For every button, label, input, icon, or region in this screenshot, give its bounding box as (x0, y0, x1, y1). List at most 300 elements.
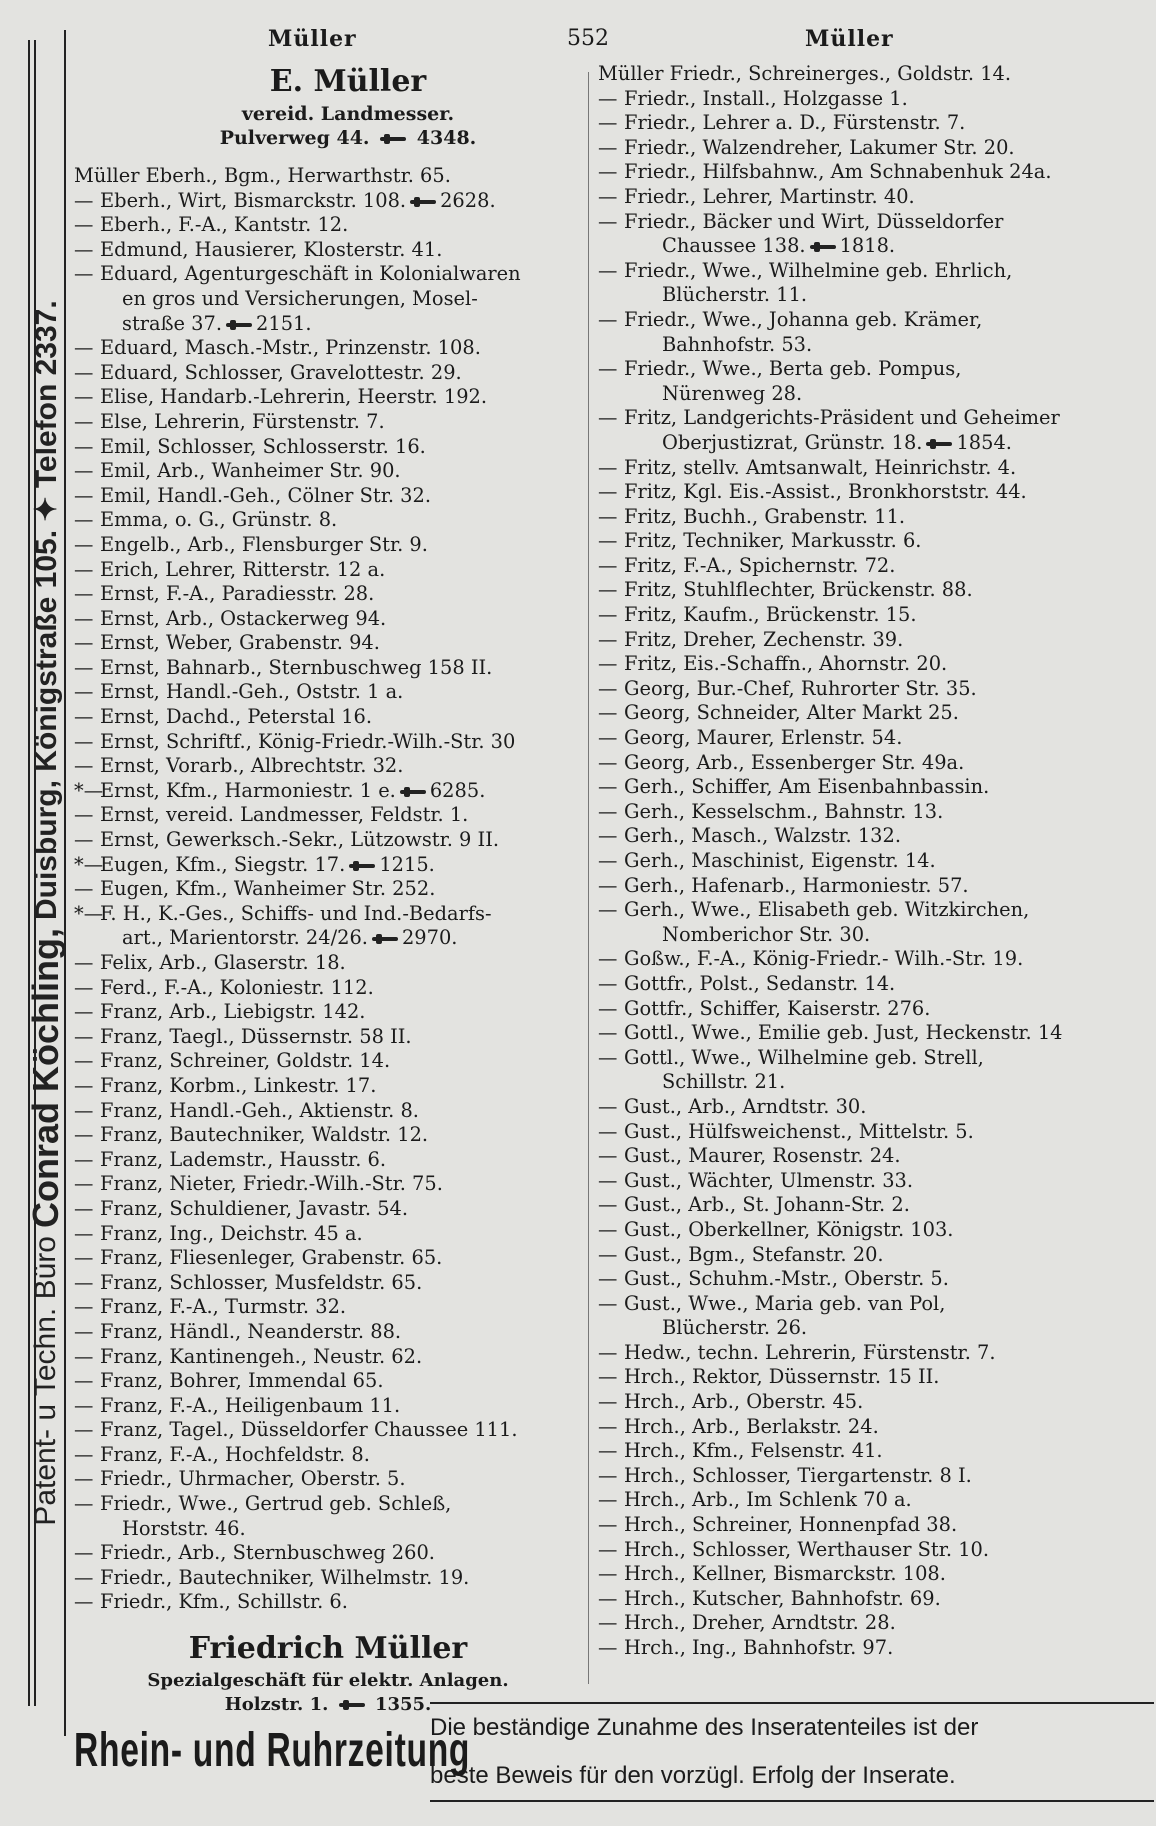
entry-text: Oberjustizrat, Grünstr. 18. (662, 430, 923, 454)
directory-entry (74, 1566, 579, 1591)
entry-text: Gerh., Maschinist, Eigenstr. 14. (624, 849, 936, 872)
ditto-dash: — (74, 262, 94, 286)
directory-entry (598, 1021, 1153, 1046)
entry-text: Franz, Schlosser, Musfeldstr. 65. (100, 1270, 423, 1294)
ditto-dash: — (598, 971, 618, 995)
phone-number: 6285. (429, 778, 486, 802)
directory-entry (74, 1271, 579, 1296)
ditto-dash: — (74, 582, 94, 606)
ditto-dash: — (598, 1021, 618, 1045)
ditto-dash: — (74, 1565, 94, 1589)
directory-entry (598, 62, 1153, 87)
directory-entry (74, 951, 579, 976)
entry-text: Ernst, Schriftf., König-Friedr.-Wilh.-Str. 30 (100, 729, 516, 753)
directory-entry (74, 385, 579, 410)
ditto-dash: — (74, 1024, 94, 1048)
directory-entry (598, 333, 1153, 358)
directory-entry (74, 926, 579, 951)
phone-number: 2151. (256, 311, 312, 335)
ditto-dash: — (74, 532, 94, 556)
directory-entry (74, 484, 579, 509)
directory-entry (74, 1369, 579, 1394)
entry-text: Müller Friedr., Schreinerges., Goldstr. 14. (598, 62, 1012, 85)
entry-text: Franz, Kantinengeh., Neustr. 62. (100, 1344, 423, 1368)
ditto-dash: — (74, 1418, 94, 1442)
directory-entry (74, 435, 579, 460)
directory-entry (598, 406, 1153, 431)
directory-entry (74, 1394, 579, 1419)
ditto-dash: — (74, 1123, 94, 1147)
ditto-dash: — (74, 237, 94, 261)
directory-entry (598, 1243, 1153, 1268)
entry-text: Hrch., Schlosser, Werthauser Str. 10. (624, 1537, 990, 1561)
ditto-dash: — (74, 877, 94, 901)
entry-text: Franz, Fliesenleger, Grabenstr. 65. (100, 1246, 443, 1270)
ditto-dash: — (598, 111, 618, 135)
ditto-dash: — (74, 1000, 94, 1024)
directory-entry (598, 578, 1153, 603)
directory-entry (598, 1636, 1153, 1661)
ditto-dash: — (74, 1073, 94, 1097)
entry-text: Else, Lehrerin, Fürstenstr. 7. (100, 409, 385, 433)
directory-entry (598, 1292, 1153, 1317)
entry-text: Gust., Hülfsweichenst., Mittelstr. 5. (624, 1119, 974, 1143)
entry-text: Gust., Maurer, Rosenstr. 24. (624, 1144, 901, 1168)
directory-entry (598, 1046, 1153, 1071)
entry-text: Fritz, Eis.-Schaffn., Ahornstr. 20. (624, 652, 948, 676)
directory-entry (598, 1439, 1153, 1464)
entry-text: Gerh., Schiffer, Am Eisenbahnbassin. (624, 775, 990, 799)
entry-text: Fritz, Buchh., Grabenstr. 11. (624, 504, 906, 528)
entry-text: Gerh., Masch., Walzstr. 132. (624, 824, 902, 848)
entry-text: Gottl., Wwe., Emilie geb. Just, Heckenstr. 14 (624, 1021, 1063, 1045)
ditto-dash: — (598, 553, 618, 577)
directory-entry (74, 582, 579, 607)
entry-text: Eugen, Kfm., Siegstr. 17. (100, 852, 346, 876)
directory-entry (74, 1345, 579, 1370)
ditto-dash: — (74, 729, 94, 753)
telephone-icon (380, 134, 406, 144)
sidebar-vertical-text (26, 23, 66, 1803)
ditto-dash: — (74, 1270, 94, 1294)
directory-entry (598, 800, 1153, 825)
entry-text: Georg, Bur.-Chef, Ruhrorter Str. 35. (624, 676, 977, 700)
newspaper-brand: Rhein- und Ruhrzeitung (74, 1724, 471, 1777)
directory-entry (598, 603, 1153, 628)
entry-text: Gust., Schuhm.-Mstr., Oberstr. 5. (624, 1267, 949, 1291)
ditto-dash: — (598, 160, 618, 184)
directory-entry (74, 312, 579, 337)
ditto-dash: — (74, 754, 94, 778)
directory-entry (74, 656, 579, 681)
sidebar-text-semi: Duisburg, Königstraße 105. ✦ Telefon 2337. (29, 300, 63, 921)
directory-entry (74, 607, 579, 632)
ditto-dash: — (74, 459, 94, 483)
entry-text: Franz, Tagel., Düsseldorfer Chaussee 111. (100, 1418, 518, 1442)
directory-entry (74, 459, 579, 484)
ditto-dash: — (598, 1439, 618, 1463)
ditto-dash: — (74, 1246, 94, 1270)
ad-name: E. Müller (269, 64, 427, 99)
directory-entry (74, 1222, 579, 1247)
ditto-dash: — (74, 1467, 94, 1491)
ditto-dash: — (598, 1586, 618, 1610)
ditto-dash: — (74, 705, 94, 729)
entry-text: Hrch., Dreher, Arndtstr. 28. (624, 1611, 896, 1635)
directory-entry (74, 164, 579, 189)
entry-text: Fritz, Stuhlflechter, Brückenstr. 88. (624, 578, 973, 602)
entry-text: Franz, Ing., Deichstr. 45 a. (100, 1221, 363, 1245)
entry-text: Emil, Handl.-Geh., Cölner Str. 32. (100, 483, 431, 507)
directory-entry (74, 1418, 579, 1443)
entry-text: Müller Eberh., Bgm., Herwarthstr. 65. (74, 164, 451, 187)
ditto-dash: — (598, 1045, 618, 1069)
entry-text: Franz, F.-A., Heiligenbaum 11. (100, 1393, 401, 1417)
entry-text: Franz, F.-A., Turmstr. 32. (100, 1295, 347, 1319)
directory-entry (598, 701, 1153, 726)
directory-entry (74, 558, 579, 583)
entry-text: art., Marientorstr. 24/26. (122, 926, 368, 950)
ditto-dash: — (74, 1295, 94, 1319)
phone-number: 2970. (401, 926, 458, 950)
directory-entry (598, 1316, 1153, 1341)
ditto-dash: — (74, 360, 94, 384)
directory-entry (598, 259, 1153, 284)
ditto-dash: — (74, 1196, 94, 1220)
ditto-dash: — (74, 188, 94, 212)
ditto-dash: *— (74, 778, 104, 802)
ditto-dash: — (74, 483, 94, 507)
advertisement-e-mueller (158, 62, 538, 150)
directory-entry (74, 976, 579, 1001)
entry-text: Friedr., Bäcker und Wirt, Düsseldorfer (624, 209, 1004, 233)
entry-text: Gust., Bgm., Stefanstr. 20. (624, 1242, 884, 1266)
ditto-dash: — (74, 1369, 94, 1393)
ad-address: Holzstr. 1. (224, 1694, 329, 1716)
entry-text: Friedr., Uhrmacher, Oberstr. 5. (100, 1467, 406, 1491)
entry-text: Friedr., Lehrer, Martinstr. 40. (624, 184, 915, 208)
entry-text: Fritz, Landgerichts-Präsident und Geheimer (624, 406, 1060, 430)
ditto-dash: — (74, 409, 94, 433)
ad-phone: 1355. (374, 1694, 432, 1716)
directory-entry (598, 382, 1153, 407)
directory-entry (74, 877, 579, 902)
header-left-title: Müller (268, 26, 357, 52)
entry-text: Franz, Händl., Neanderstr. 88. (100, 1319, 402, 1343)
ditto-dash: — (598, 1463, 618, 1487)
directory-entry (74, 238, 579, 263)
ditto-dash: — (598, 184, 618, 208)
entry-text: Chaussee 138. (662, 234, 806, 258)
directory-entry (74, 705, 579, 730)
ditto-dash: — (74, 1344, 94, 1368)
entry-text: Hrch., Schreiner, Honnenpfad 38. (624, 1513, 958, 1537)
entry-text: Hrch., Arb., Oberstr. 45. (624, 1390, 864, 1414)
directory-entry (74, 1099, 579, 1124)
entry-text: Hrch., Kellner, Bismarckstr. 108. (624, 1562, 946, 1586)
directory-entry (598, 1488, 1153, 1513)
entry-text: Emma, o. G., Grünstr. 8. (100, 508, 338, 532)
directory-entry (598, 1513, 1153, 1538)
entry-text: Franz, Arb., Liebigstr. 142. (100, 1000, 366, 1024)
entry-text: Hrch., Ing., Bahnhofstr. 97. (624, 1636, 894, 1659)
directory-entry (598, 1070, 1153, 1095)
header-right-title: Müller (805, 26, 894, 52)
ditto-dash: — (74, 828, 94, 852)
entry-text: Bahnhofstr. 53. (662, 332, 813, 356)
ditto-dash: — (598, 1119, 618, 1143)
directory-entry (598, 234, 1153, 259)
directory-entry (74, 803, 579, 828)
directory-entry (598, 923, 1153, 948)
directory-entry (74, 828, 579, 853)
entry-text: Ferd., F.-A., Koloniestr. 112. (100, 975, 374, 999)
entry-text: Emil, Arb., Wanheimer Str. 90. (100, 459, 401, 483)
telephone-icon (349, 861, 375, 871)
entry-text: Erich, Lehrer, Ritterstr. 12 a. (100, 557, 386, 581)
directory-entry (74, 1025, 579, 1050)
directory-entry (74, 336, 579, 361)
ditto-dash: — (74, 213, 94, 237)
ditto-dash: — (598, 258, 618, 282)
ditto-dash: — (598, 726, 618, 750)
entry-text: Franz, Schreiner, Goldstr. 14. (100, 1049, 391, 1073)
entry-text: Schillstr. 21. (662, 1070, 786, 1094)
entry-text: Ernst, Dachd., Peterstal 16. (100, 705, 373, 729)
entry-text: Franz, Bautechniker, Waldstr. 12. (100, 1123, 429, 1147)
entry-text: Ernst, Handl.-Geh., Oststr. 1 a. (100, 680, 404, 704)
ditto-dash: — (74, 336, 94, 360)
ditto-dash: — (598, 627, 618, 651)
ditto-dash: — (598, 1217, 618, 1241)
entry-text: Gottfr., Schiffer, Kaiserstr. 276. (624, 996, 931, 1020)
directory-entry (598, 1218, 1153, 1243)
entry-text: Nomberichor Str. 30. (662, 922, 871, 946)
directory-entry (598, 947, 1153, 972)
ad-line: Spezialgeschäft für elektr. Anlagen. (147, 1670, 509, 1692)
ditto-dash: — (74, 1147, 94, 1171)
ditto-dash: — (598, 701, 618, 725)
directory-entry (74, 1172, 579, 1197)
directory-entry (74, 1197, 579, 1222)
entry-text: Gerh., Kesselschm., Bahnstr. 13. (624, 799, 944, 823)
ditto-dash: — (598, 1242, 618, 1266)
directory-entry (598, 456, 1153, 481)
entry-text: Friedr., Walzendreher, Lakumer Str. 20. (624, 135, 1015, 159)
ditto-dash: — (598, 1291, 618, 1315)
directory-entry (598, 677, 1153, 702)
directory-entry (598, 185, 1153, 210)
ditto-dash: — (74, 385, 94, 409)
ditto-dash: — (598, 1193, 618, 1217)
directory-entry (598, 849, 1153, 874)
entry-text: Gottfr., Polst., Sedanstr. 14. (624, 971, 896, 995)
entry-text: Fritz, F.-A., Spichernstr. 72. (624, 553, 896, 577)
entry-text: Nürenweg 28. (662, 381, 803, 405)
entry-text: Friedr., Wwe., Wilhelmine geb. Ehrlich, (624, 258, 1013, 282)
directory-entry (598, 431, 1153, 456)
entry-text: Gust., Wwe., Maria geb. van Pol, (624, 1291, 946, 1315)
telephone-icon (400, 787, 426, 797)
entry-text: Gottl., Wwe., Wilhelmine geb. Strell, (624, 1045, 984, 1069)
entry-text: en gros und Versicherungen, Mosel- (122, 286, 478, 310)
entry-text: Eugen, Kfm., Wanheimer Str. 252. (100, 877, 436, 901)
ditto-dash: — (74, 1319, 94, 1343)
ditto-dash: — (74, 1098, 94, 1122)
directory-entry (598, 554, 1153, 579)
entry-text: Fritz, Dreher, Zechenstr. 39. (624, 627, 904, 651)
entry-text: Gust., Wächter, Ulmenstr. 33. (624, 1168, 914, 1192)
directory-entry (598, 480, 1153, 505)
ditto-dash: — (74, 1492, 94, 1516)
directory-entry (598, 505, 1153, 530)
directory-entry (74, 680, 579, 705)
phone-number: 1854. (956, 430, 1012, 454)
ditto-dash: — (74, 606, 94, 630)
directory-entry (598, 824, 1153, 849)
ad-phone: 4348. (416, 127, 477, 149)
directory-entry (598, 111, 1153, 136)
right-column (598, 62, 1153, 1661)
right-entry-list (598, 62, 1153, 1661)
directory-entry (598, 775, 1153, 800)
directory-entry (74, 1467, 579, 1492)
entry-text: Georg, Maurer, Erlenstr. 54. (624, 726, 903, 750)
ditto-dash: — (598, 135, 618, 159)
directory-entry (74, 1295, 579, 1320)
directory-entry (74, 754, 579, 779)
ditto-dash: — (598, 480, 618, 504)
ad-name: Friedrich Müller (188, 1631, 468, 1667)
ditto-dash: — (74, 1590, 94, 1614)
telephone-icon (226, 320, 252, 330)
directory-entry (74, 361, 579, 386)
ditto-dash: — (598, 1340, 618, 1364)
directory-entry (74, 1590, 579, 1615)
directory-entry (598, 1120, 1153, 1145)
entry-text: Hedw., techn. Lehrerin, Fürstenstr. 7. (624, 1340, 996, 1364)
entry-text: Franz, Handl.-Geh., Aktienstr. 8. (100, 1098, 419, 1122)
directory-entry (598, 1193, 1153, 1218)
ditto-dash: — (598, 1537, 618, 1561)
entry-text: Franz, Korbm., Linkestr. 17. (100, 1073, 377, 1097)
ditto-dash: — (598, 947, 618, 971)
entry-text: Eberh., F.-A., Kantstr. 12. (100, 213, 349, 237)
entry-text: Friedr., Hilfsbahnw., Am Schnabenhuk 24a. (624, 160, 1052, 184)
ditto-dash: — (598, 652, 618, 676)
footer-banner (74, 1692, 1154, 1812)
telephone-icon (926, 439, 952, 449)
entry-text: Gerh., Hafenarb., Harmoniestr. 57. (624, 873, 969, 897)
directory-entry (598, 972, 1153, 997)
entry-text: Felix, Arb., Glaserstr. 18. (100, 951, 346, 974)
directory-entry (598, 1587, 1153, 1612)
entry-text: straße 37. (122, 311, 223, 335)
entry-text: Eduard, Agenturgeschäft in Kolonialwaren (100, 262, 521, 286)
ditto-dash: *— (74, 901, 104, 925)
phone-number: 1818. (839, 234, 896, 258)
ditto-dash: — (598, 1267, 618, 1291)
directory-entry (74, 1074, 579, 1099)
directory-entry (74, 287, 579, 312)
entry-text: Ernst, Kfm., Harmoniestr. 1 e. (100, 778, 396, 802)
entry-text: Hrch., Arb., Im Schlenk 70 a. (624, 1488, 912, 1512)
directory-entry (598, 1341, 1153, 1366)
entry-text: Georg, Arb., Essenberger Str. 49a. (624, 750, 965, 774)
entry-text: Ernst, vereid. Landmesser, Feldstr. 1. (100, 803, 469, 827)
entry-text: Eduard, Schlosser, Gravelottestr. 29. (100, 360, 462, 384)
ditto-dash: — (74, 975, 94, 999)
entry-text: Friedr., Wwe., Gertrud geb. Schleß, (100, 1492, 452, 1516)
ditto-dash: — (598, 898, 618, 922)
entry-text: Blücherstr. 11. (662, 283, 808, 307)
directory-entry (598, 997, 1153, 1022)
entry-text: Blücherstr. 26. (662, 1316, 808, 1340)
entry-text: Ernst, F.-A., Paradiesstr. 28. (100, 582, 375, 606)
ditto-dash: — (598, 849, 618, 872)
directory-entry (598, 652, 1153, 677)
directory-entry (598, 874, 1153, 899)
directory-entry (598, 160, 1153, 185)
entry-text: Friedr., Install., Holzgasse 1. (624, 86, 908, 110)
ad-address: Pulverweg 44. (219, 127, 370, 149)
ditto-dash: — (598, 86, 618, 110)
ditto-dash: — (74, 1541, 94, 1565)
ditto-dash: — (74, 508, 94, 532)
entry-text: Hrch., Arb., Berlakstr. 24. (624, 1414, 879, 1438)
directory-entry (598, 1611, 1153, 1636)
entry-text: Georg, Schneider, Alter Markt 25. (624, 701, 959, 725)
ditto-dash: — (598, 996, 618, 1020)
directory-entry (74, 1320, 579, 1345)
entry-text: Ernst, Vorarb., Albrechtstr. 32. (100, 754, 404, 778)
directory-entry (74, 730, 579, 755)
directory-entry (598, 136, 1153, 161)
ditto-dash: — (598, 406, 618, 430)
directory-entry (598, 898, 1153, 923)
phone-number: 2628. (440, 188, 496, 212)
entry-text: Gust., Arb., Arndtstr. 30. (624, 1094, 867, 1118)
ditto-dash: — (598, 676, 618, 700)
ditto-dash: — (74, 803, 94, 827)
ditto-dash: — (74, 631, 94, 655)
entry-text: Hrch., Kutscher, Bahnhofstr. 69. (624, 1586, 941, 1610)
column-divider (588, 72, 589, 1684)
ditto-dash: — (74, 434, 94, 458)
ditto-dash: — (598, 775, 618, 799)
entry-text: Eduard, Masch.-Mstr., Prinzenstr. 108. (100, 336, 481, 360)
entry-text: Hrch., Kfm., Felsenstr. 41. (624, 1439, 883, 1463)
ditto-dash: — (74, 655, 94, 679)
directory-entry (598, 210, 1153, 235)
entry-text: Friedr., Kfm., Schillstr. 6. (100, 1590, 348, 1614)
entry-text: Franz, F.-A., Hochfeldstr. 8. (100, 1442, 370, 1466)
ditto-dash: — (598, 799, 618, 823)
directory-entry (74, 533, 579, 558)
directory-entry (598, 1464, 1153, 1489)
sidebar-text-light: Patent- u Techn. Büro (29, 1236, 62, 1526)
entry-text: Franz, Nieter, Friedr.-Wilh.-Str. 75. (100, 1172, 443, 1196)
entry-text: Engelb., Arb., Flensburger Str. 9. (100, 532, 428, 556)
ditto-dash: — (74, 951, 94, 974)
directory-entry (598, 1562, 1153, 1587)
entry-text: Friedr., Arb., Sternbuschweg 260. (100, 1541, 435, 1565)
directory-entry (74, 1148, 579, 1173)
entry-text: Goßw., F.-A., König-Friedr.- Wilh.-Str. 19. (624, 947, 1024, 971)
directory-entry (74, 410, 579, 435)
ditto-dash: — (598, 357, 618, 381)
ad-line: vereid. Landmesser. (241, 103, 455, 125)
